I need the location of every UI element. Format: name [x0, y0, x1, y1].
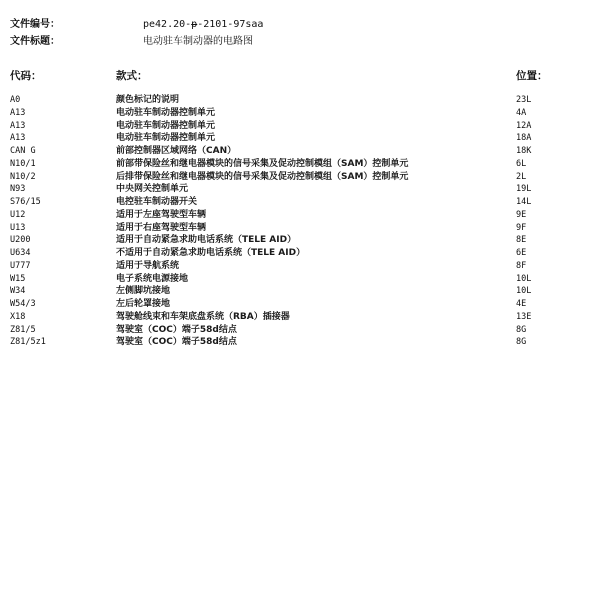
row-description: 后排带保险丝和继电器模块的信号采集及促动控制模组（SAM）控制单元	[116, 171, 409, 182]
row-position: 8F	[516, 260, 527, 271]
file-title-label: 文件标题：	[10, 36, 60, 47]
column-header-description: 款式：	[116, 70, 148, 82]
row-description: 中央网关控制单元	[116, 184, 189, 195]
row-code: CAN G	[10, 146, 36, 156]
file-number-value	[143, 18, 263, 32]
row-position: 10L	[516, 286, 532, 297]
row-position: 19L	[516, 184, 532, 195]
table-row	[0, 196, 602, 209]
table-row	[0, 209, 602, 222]
row-description: 驾驶室（COC）端子58d结点	[116, 337, 237, 348]
row-description: 电动驻车制动器控制单元	[116, 120, 216, 131]
row-position: 6L	[516, 158, 527, 169]
row-code: A0	[10, 95, 21, 105]
row-position: 18K	[516, 146, 532, 156]
row-description: 适用于自动紧急求助电话系统（TELE AID）	[116, 235, 297, 246]
row-position: 14L	[516, 197, 532, 207]
row-description: 适用于左座驾驶型车辆	[116, 209, 207, 220]
row-description: 前部带保险丝和继电器模块的信号采集及促动控制模组（SAM）控制单元	[116, 158, 409, 169]
row-code: X18	[10, 311, 26, 322]
table-row	[0, 222, 602, 235]
row-description: 电动驻车制动器控制单元	[116, 133, 216, 144]
row-code: A13	[10, 120, 26, 131]
row-code: S76/15	[10, 197, 41, 207]
row-description: 适用于右座驾驶型车辆	[116, 222, 207, 233]
table-row	[0, 324, 602, 337]
row-code: Z81/5z1	[10, 337, 46, 348]
legend-table	[0, 94, 602, 349]
table-row	[0, 273, 602, 286]
row-description: 电控驻车制动器开关	[116, 197, 198, 207]
row-code: U634	[10, 248, 31, 258]
table-row	[0, 234, 602, 247]
row-position: 2L	[516, 171, 527, 182]
table-row	[0, 120, 602, 133]
row-position: 9F	[516, 222, 527, 233]
row-position: 10L	[516, 273, 532, 284]
row-code: W54/3	[10, 299, 36, 309]
row-code: A13	[10, 133, 26, 144]
table-row	[0, 247, 602, 260]
row-description: 不适用于自动紧急求助电话系统（TELE AID）	[116, 248, 306, 258]
row-code: W15	[10, 273, 26, 284]
row-code: U200	[10, 235, 31, 246]
file-title-value: 电动驻车制动器的电路图	[143, 36, 253, 47]
row-description: 左侧脚坑接地	[116, 286, 171, 297]
row-position: 8G	[516, 337, 527, 348]
row-description: 左后轮罩接地	[116, 299, 171, 309]
file-number-suffix: -2101-97saa	[197, 19, 264, 30]
table-row	[0, 171, 602, 184]
table-row	[0, 311, 602, 324]
table-row	[0, 145, 602, 158]
column-header-code: 代码：	[10, 70, 42, 82]
table-row	[0, 285, 602, 298]
row-position: 8G	[516, 324, 527, 335]
row-description: 前部控制器区域网络（CAN）	[116, 146, 237, 156]
table-row	[0, 183, 602, 196]
row-position: 8E	[516, 235, 527, 246]
row-position: 23L	[516, 95, 532, 105]
table-row	[0, 336, 602, 349]
table-row	[0, 94, 602, 107]
file-number-prefix: pe42.20-	[143, 19, 192, 30]
row-description: 驾驶舱线束和车架底盘系统（RBA）插接器	[116, 311, 290, 322]
row-position: 4A	[516, 107, 527, 118]
column-header-position: 位置：	[516, 70, 548, 82]
table-row	[0, 298, 602, 311]
row-description: 驾驶室（COC）端子58d结点	[116, 324, 237, 335]
row-description: 电动驻车制动器控制单元	[116, 107, 216, 118]
row-code: W34	[10, 286, 26, 297]
file-number-struck: p	[191, 19, 198, 30]
table-row	[0, 158, 602, 171]
row-code: U13	[10, 222, 26, 233]
row-description: 适用于导航系统	[116, 260, 180, 271]
row-position: 6E	[516, 248, 527, 258]
row-code: U12	[10, 209, 26, 220]
row-position: 18A	[516, 133, 532, 144]
row-position: 4E	[516, 299, 527, 309]
row-code: U777	[10, 260, 31, 271]
row-code: N93	[10, 184, 26, 195]
row-code: N10/1	[10, 158, 36, 169]
row-code: Z81/5	[10, 324, 36, 335]
table-row	[0, 132, 602, 145]
row-description: 电子系统电源接地	[116, 273, 189, 284]
row-code: N10/2	[10, 171, 36, 182]
file-number-label: 文件编号：	[10, 19, 60, 30]
row-position: 13E	[516, 311, 532, 322]
row-description: 颜色标记的说明	[116, 95, 180, 105]
table-row	[0, 107, 602, 120]
row-position: 9E	[516, 209, 527, 220]
row-position: 12A	[516, 120, 532, 131]
column-headers	[0, 69, 602, 83]
table-row	[0, 260, 602, 273]
row-code: A13	[10, 107, 26, 118]
